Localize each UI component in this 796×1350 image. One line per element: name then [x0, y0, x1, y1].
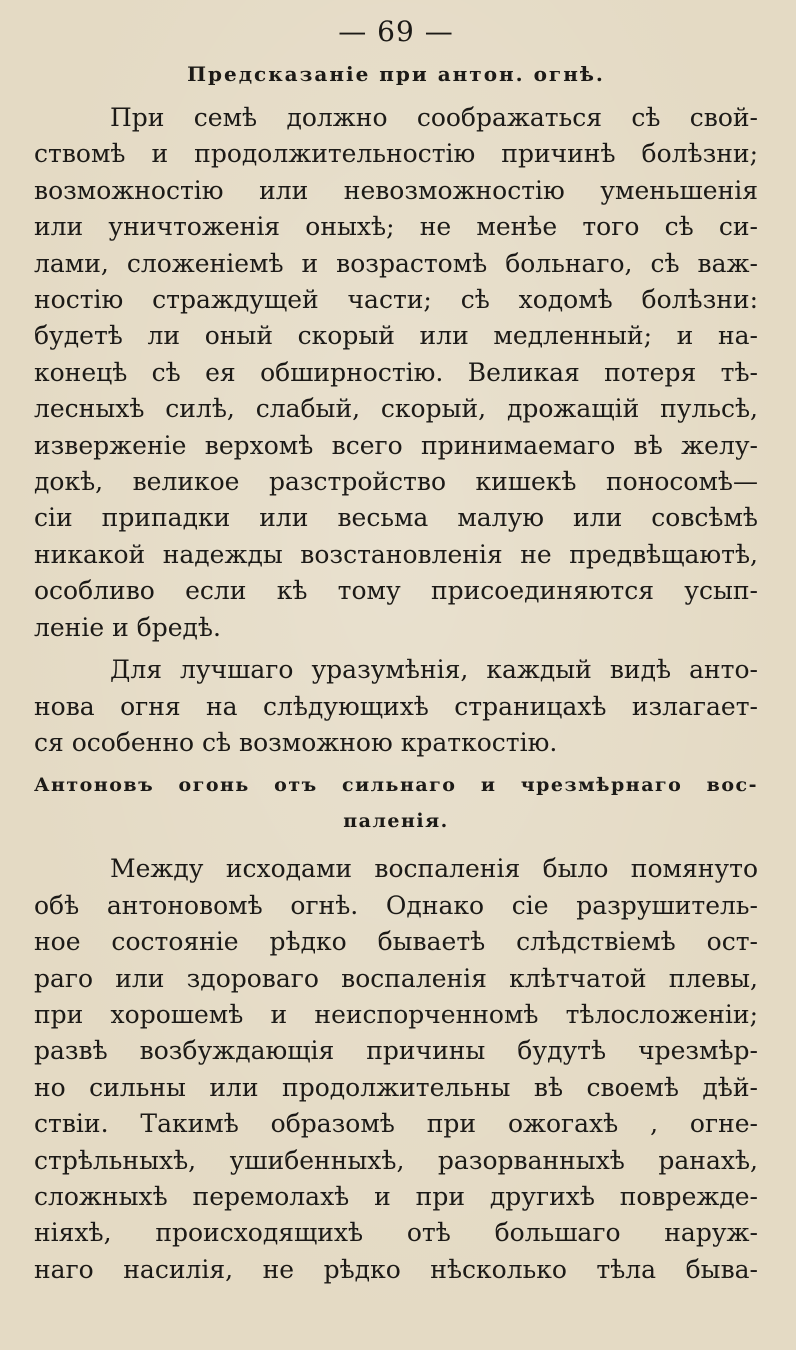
text-line: ствiи. Такимѣ образомѣ при ожогахѣ , огне- — [34, 1109, 758, 1139]
text-line: сложныхѣ перемолахѣ и при другихѣ поврежде- — [34, 1181, 758, 1211]
text-line: раго или здороваго воспаленiя клѣтчатой плевы, — [34, 963, 758, 993]
text-line: ностiю страждущей части; сѣ ходомѣ болѣзни: — [34, 285, 758, 315]
text-line: нова огня на слѣдующихѣ страницахѣ излагает- — [34, 691, 758, 721]
paragraph-intro — [34, 652, 758, 761]
text-line: ленiе и бредѣ. — [34, 612, 221, 642]
text-line: будетѣ ли оный скорый или медленный; и на- — [34, 321, 758, 351]
section-title: Предсказанiе при антон. огнѣ. — [187, 62, 605, 86]
text-line: Для лучшаго уразумѣнiя, каждый видѣ анто- — [110, 655, 758, 685]
paragraph-inflammation — [34, 851, 758, 1288]
subsection-title — [34, 767, 758, 839]
text-line: конецѣ сѣ ея обширностiю. Великая потеря тѣ- — [34, 357, 758, 387]
text-line: возможностiю или невозможностiю уменьшенiя — [34, 175, 758, 205]
text-line: ся особенно сѣ возможною краткостiю. — [34, 727, 558, 757]
text-line: докѣ, великое разстройство кишекѣ поносомѣ— — [34, 467, 758, 497]
text-line: развѣ возбуждающiя причины будутѣ чрезмѣр- — [34, 1036, 758, 1066]
text-line: обѣ антоновомѣ огнѣ. Однако сiе разрушитель- — [34, 890, 758, 920]
page-number: — 69 — — [338, 15, 454, 48]
text-line: стрѣльныхѣ, ушибенныхѣ, разорванныхѣ ранахѣ, — [34, 1145, 758, 1175]
subsection-title-line: Антоновъ огонь отъ сильнаго и чрезмѣрнаго вос- — [34, 774, 758, 797]
text-line: наго насилiя, не рѣдко нѣсколько тѣла быва- — [34, 1254, 758, 1284]
text-line: сiи припадки или весьма малую или совсѣмѣ — [34, 503, 758, 533]
subsection-title-line: паленiя. — [343, 810, 449, 833]
text-line: При семѣ должно соображаться сѣ свой- — [110, 103, 758, 132]
text-line: лесныхѣ силѣ, слабый, скорый, дрожащiй пульсѣ, — [34, 394, 758, 424]
text-line: ствомѣ и продолжительностiю причинѣ болѣзни; — [34, 139, 758, 169]
text-line: особливо если кѣ тому присоединяются усып- — [34, 576, 758, 606]
text-line: никакой надежды возстановленiя не предвѣщаютѣ, — [34, 539, 758, 569]
text-line: лами, сложенiемѣ и возрастомѣ больнаго, сѣ важ- — [34, 248, 758, 278]
paragraph-prognosis — [34, 100, 758, 646]
text-line: Между исходами воспаленiя было помянуто — [110, 854, 758, 884]
text-line: или уничтоженiя оныхѣ; не менѣе того сѣ си- — [34, 212, 758, 242]
text-line: нiяхѣ, происходящихѣ отѣ большаго наруж- — [34, 1218, 758, 1248]
text-line: изверженiе верхомѣ всего принимаемаго вѣ желу- — [34, 430, 758, 460]
text-line: при хорошемѣ и неиспорченномѣ тѣлосложенiи; — [34, 999, 758, 1029]
text-line: но сильны или продолжительны вѣ своемѣ дѣй- — [34, 1072, 758, 1102]
text-line: ное состоянiе рѣдко бываетѣ слѣдствiемѣ ост- — [34, 927, 758, 957]
